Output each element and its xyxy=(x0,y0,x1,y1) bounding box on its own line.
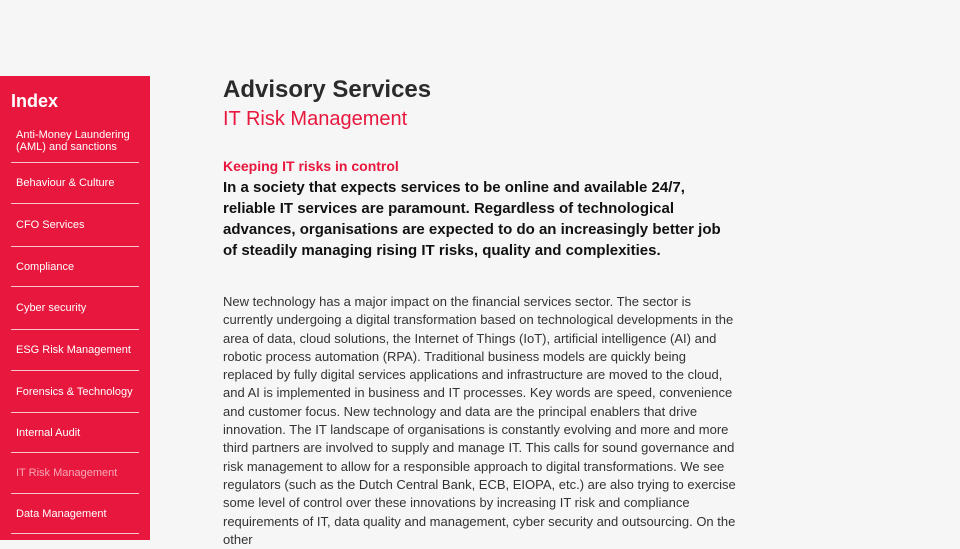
sidebar-item-cfo-services[interactable] xyxy=(11,204,139,247)
sidebar-item-cyber-security[interactable] xyxy=(11,287,139,330)
sidebar-item-compliance[interactable] xyxy=(11,247,139,287)
body-paragraph: New technology has a major impact on the financial services sector. The sector is currently undergoing a digital transformation based on technological developments in the area of data, cloud solutions, the Internet of Things (IoT), artificial intelligence (AI) and robotic process automation (RPA). Traditional business models are quickly being replaced by fully digital services applications and infrastructure are moved to the cloud, and AI is implemented in business and IT processes. Key words are speed, convenience and customer focus. New technology and data are the principal enablers that drive innovation. The IT landscape of organisations is constantly evolving and more and more third partners are involved to supply and manage IT. This calls for sound governance and risk management to allow for a responsible approach to digital transformations. We see regulators (such as the Dutch Central Bank, ECB, EIOPA, etc.) are also trying to exercise some level of control over these innovations by increasing IT risk and compliance requirements of IT, data quality and management, cyber security and outsourcing. On the other xyxy=(223,294,736,547)
sidebar-item-esg-risk[interactable] xyxy=(11,330,139,371)
sidebar-item-data-management[interactable] xyxy=(11,494,139,534)
sidebar-item-internal-audit[interactable] xyxy=(11,413,139,453)
sidebar-item-label: Internal Audit xyxy=(16,426,81,439)
sidebar-item-label: Compliance xyxy=(16,260,75,273)
sidebar-item-label: Cyber security xyxy=(16,302,87,314)
sidebar-item-label: Data Management xyxy=(16,507,107,520)
sidebar-item-it-risk[interactable] xyxy=(11,453,139,494)
page-title: Advisory Services xyxy=(223,76,432,103)
index-list xyxy=(11,119,139,534)
lead-paragraph: In a society that expects services to be online and available 24/7, reliable IT services are paramount. Regardless of technological advances, organisations are expected to do an increasingly better job of steadily managing rising IT risks, quality and complexities. xyxy=(223,179,721,259)
index-heading: Index xyxy=(11,91,59,111)
sidebar-item-behaviour-culture[interactable] xyxy=(11,163,139,204)
page-subtitle: IT Risk Management xyxy=(223,108,408,130)
sidebar-item-label: Anti-Money Laundering (AML) and sanctions xyxy=(16,128,130,153)
sidebar-item-forensics[interactable] xyxy=(11,371,139,413)
sidebar-item-label: ESG Risk Management xyxy=(16,344,131,356)
index-sidebar xyxy=(0,76,150,540)
sidebar-item-label: Forensics & Technology xyxy=(16,385,133,398)
section-heading: Keeping IT risks in control xyxy=(223,158,399,174)
sidebar-item-label: Behaviour & Culture xyxy=(16,177,115,189)
sidebar-item-aml[interactable] xyxy=(11,119,139,163)
sidebar-item-label: IT Risk Management xyxy=(16,467,118,479)
article xyxy=(223,76,743,549)
sidebar-item-label: CFO Services xyxy=(16,219,85,231)
